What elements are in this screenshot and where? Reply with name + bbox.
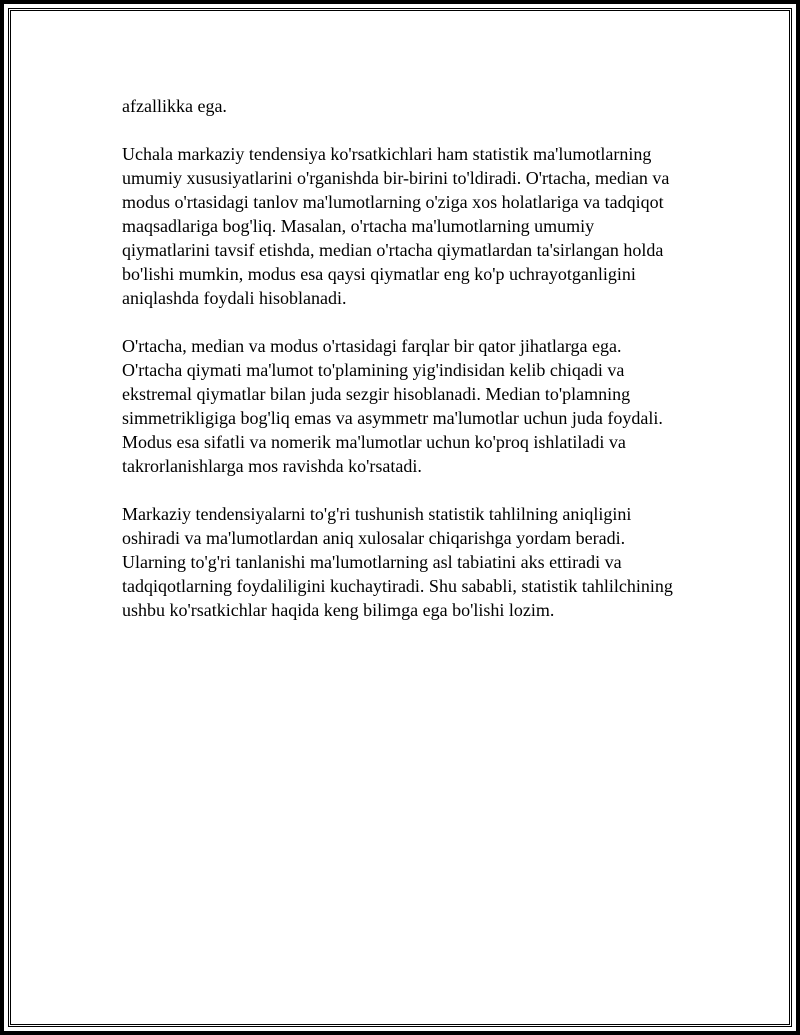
text-line: O'rtacha qiymati ma'lumot to'plamining yig'indisidan kelib chiqadi va: [122, 360, 625, 380]
text-line: O'rtacha, median va modus o'rtasidagi farqlar bir qator jihatlarga ega.: [122, 336, 622, 356]
text-line: Ularning to'g'ri tanlanishi ma'lumotlarning asl tabiatini aks ettiradi va: [122, 552, 622, 572]
text-line: maqsadlariga bog'liq. Masalan, o'rtacha ma'lumotlarning umumiy: [122, 216, 595, 236]
text-line: simmetrikligiga bog'liq emas va asymmetr ma'lumotlar uchun juda foydali.: [122, 408, 663, 428]
text-line: umumiy xususiyatlarini o'rganishda bir-birini to'ldiradi. O'rtacha, median va: [122, 168, 670, 188]
text-line: Markaziy tendensiyalarni to'g'ri tushunish statistik tahlilning aniqligini: [122, 504, 632, 524]
text-line: oshiradi va ma'lumotlardan aniq xulosalar chiqarishga yordam beradi.: [122, 528, 626, 548]
document-body: [122, 94, 702, 646]
text-line: Modus esa sifatli va nomerik ma'lumotlar uchun ko'proq ishlatiladi va: [122, 432, 626, 452]
text-line: ekstremal qiymatlar bilan juda sezgir hisoblanadi. Median to'plamning: [122, 384, 631, 404]
paragraph-3: [122, 334, 702, 478]
text-line: ushbu ko'rsatkichlar haqida keng bilimga ega bo'lishi lozim.: [122, 600, 555, 620]
text-line: takrorlanishlarga mos ravishda ko'rsatadi.: [122, 456, 422, 476]
text-line: modus o'rtasidagi tanlov ma'lumotlarning o'ziga xos holatlariga va tadqiqot: [122, 192, 664, 212]
paragraph-4: [122, 502, 702, 622]
text-line: Uchala markaziy tendensiya ko'rsatkichlari ham statistik ma'lumotlarning: [122, 144, 652, 164]
text-line: qiymatlarini tavsif etishda, median o'rtacha qiymatlardan ta'sirlangan holda: [122, 240, 664, 260]
text-line: bo'lishi mumkin, modus esa qaysi qiymatlar eng ko'p uchrayotganligini: [122, 264, 636, 284]
text-line: tadqiqotlarning foydaliligini kuchaytiradi. Shu sababli, statistik tahlilchining: [122, 576, 673, 596]
text-line: aniqlashda foydali hisoblanadi.: [122, 288, 347, 308]
paragraph-1: [122, 94, 702, 118]
paragraph-2: [122, 142, 702, 310]
text-line: afzallikka ega.: [122, 96, 227, 116]
